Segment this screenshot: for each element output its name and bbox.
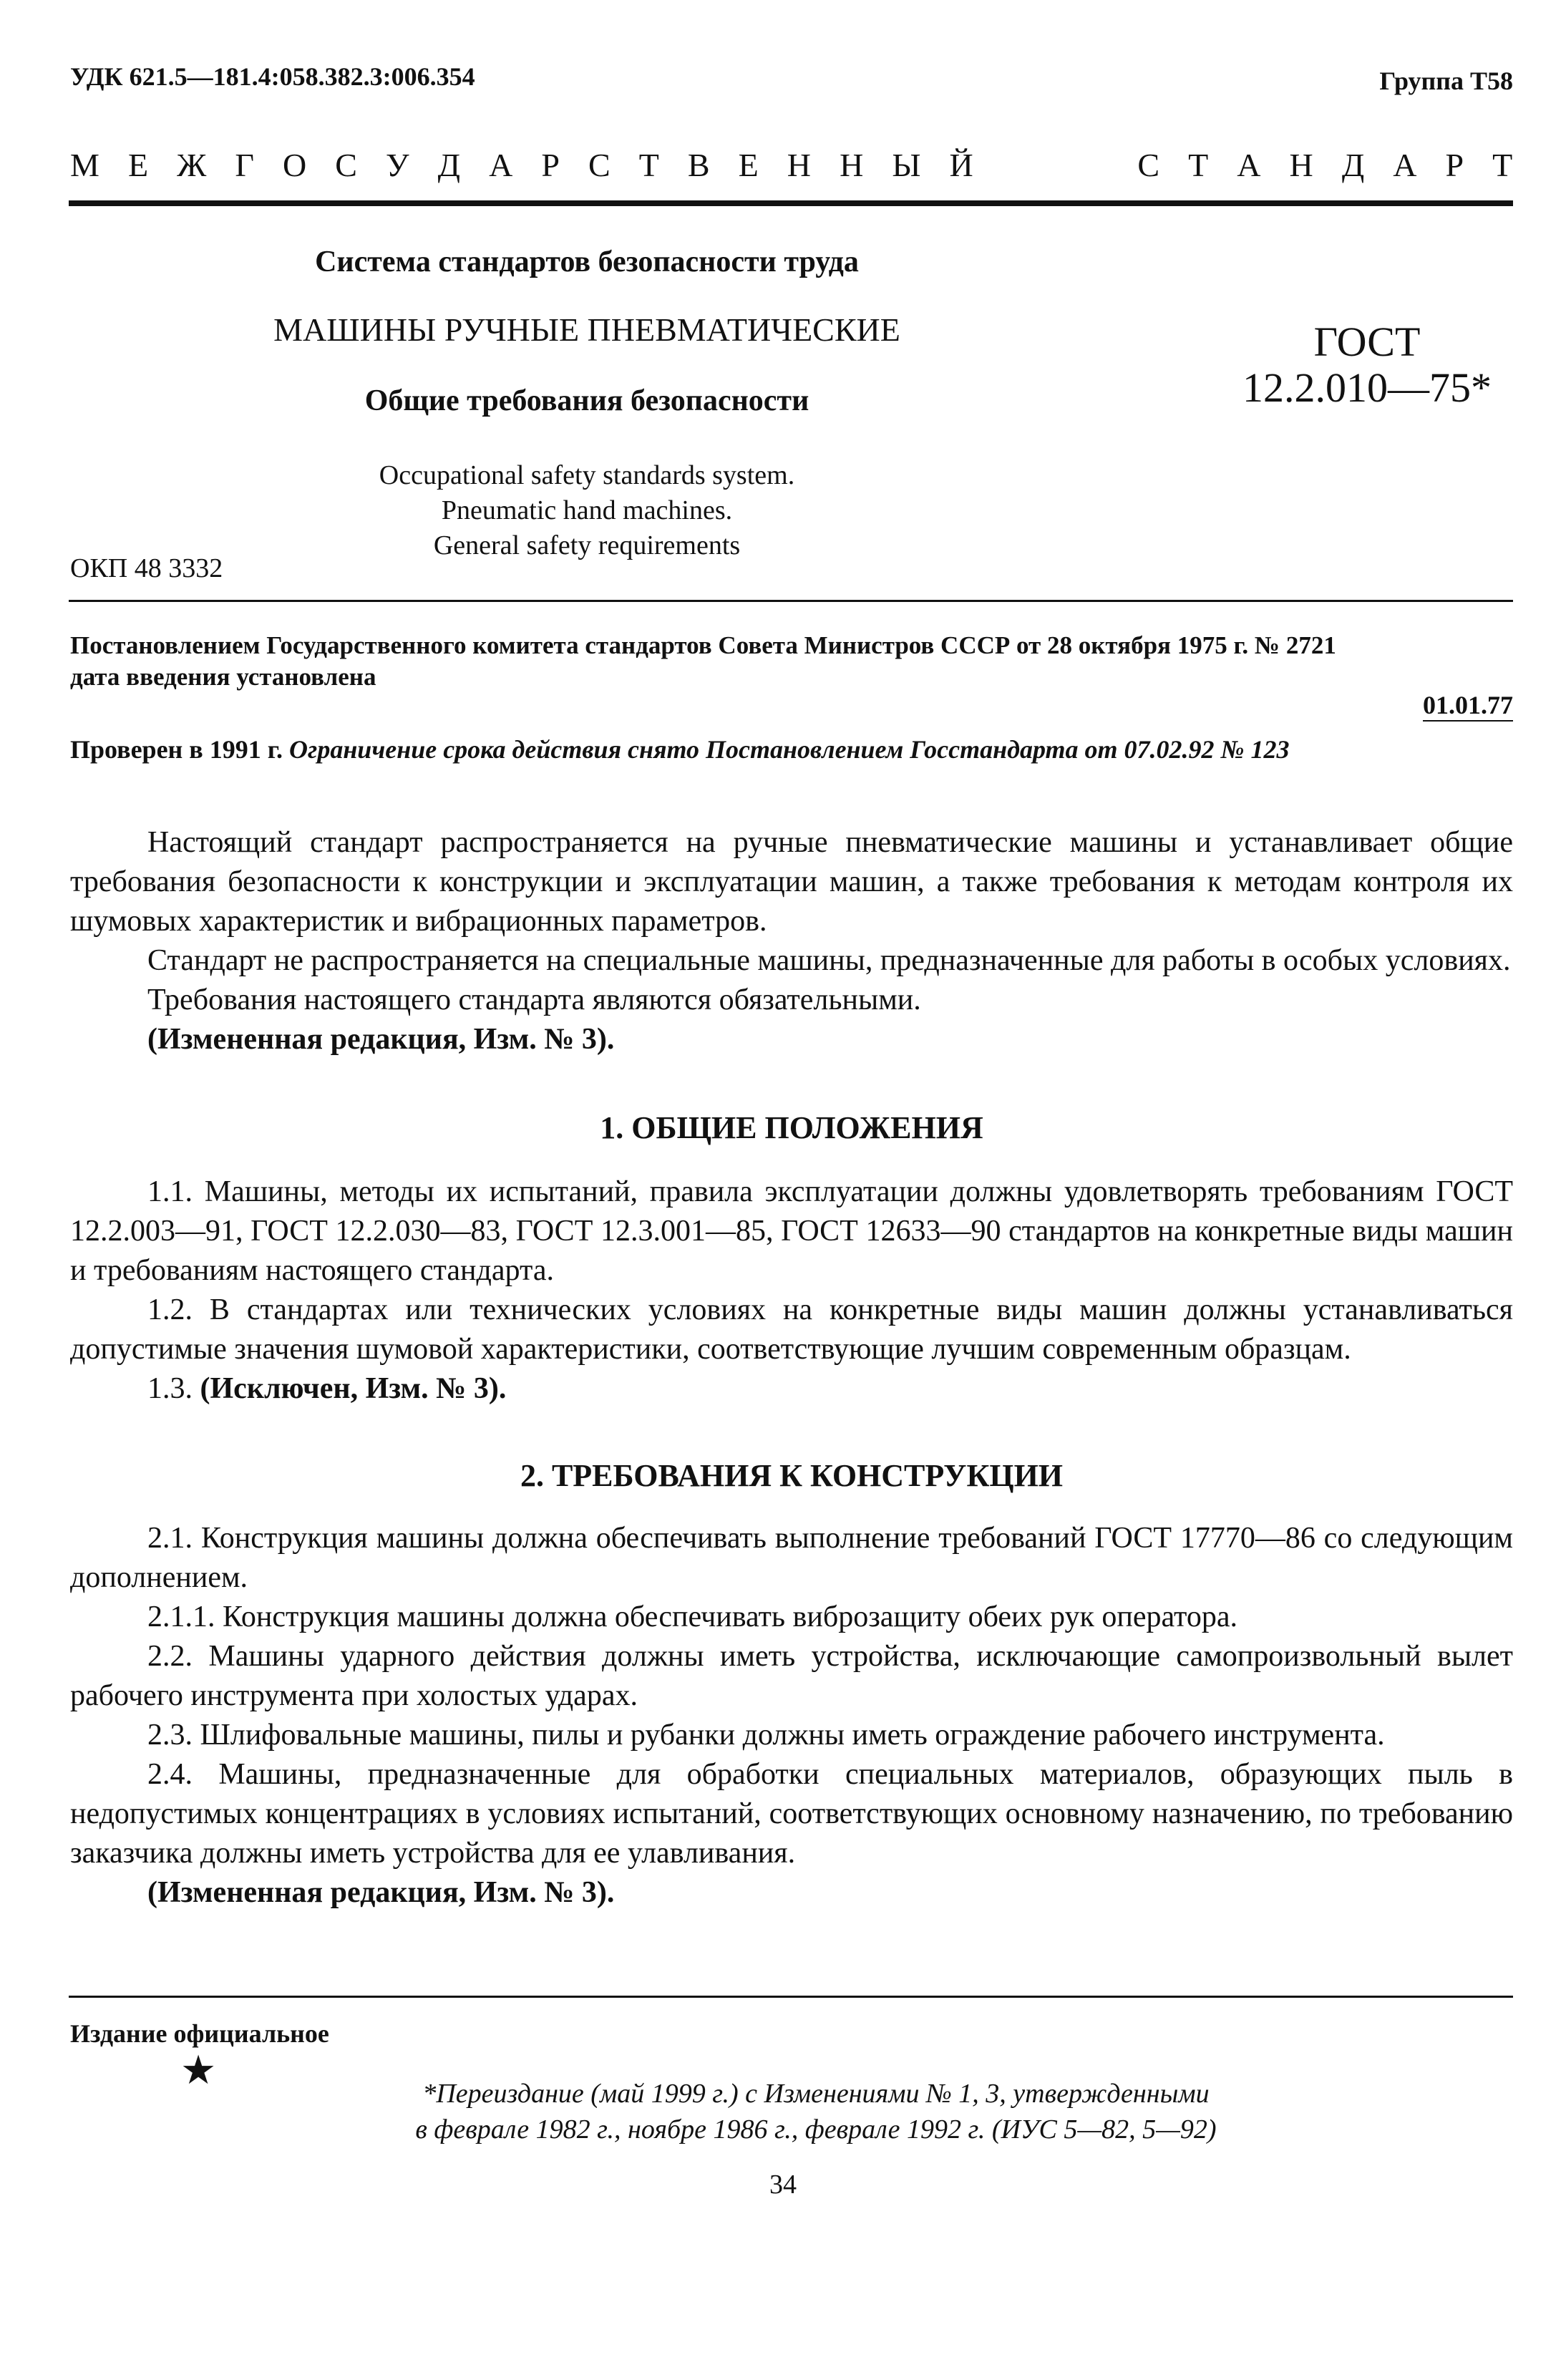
gost-number — [1217, 319, 1517, 411]
document-subtitle: Общие требования безопасности — [364, 384, 809, 417]
banner-letter: М — [70, 147, 100, 183]
gost-label: ГОСТ — [1313, 319, 1421, 365]
english-title-line: Occupational safety standards system. — [379, 460, 795, 490]
banner-letter: Ы — [892, 147, 921, 183]
paragraph: 2.4. Машины, предназначенные для обработки специальных материалов, образующих пыль в недопустимых концентрациях в условиях испытаний, соответствующих основному назначению, по требованию заказчика должны иметь устройства для ее улавливания. — [70, 1758, 1513, 1870]
english-title-line: General safety requirements — [433, 530, 741, 560]
paragraph: 1.1. Машины, методы их испытаний, правила эксплуатации должны удовлетворять требованиям ГОСТ 12.2.003—91, ГОСТ 12.2.030—83, ГОСТ 12.3.001—85, ГОСТ 12633—90 стандартов на конкретные виды машин и требованиям настоящего стандарта. — [70, 1175, 1513, 1287]
excluded-note: (Исключен, Изм. № 3). — [200, 1372, 507, 1405]
paragraph-number: 1.3. — [147, 1372, 193, 1405]
banner-letter: Т — [638, 147, 660, 183]
banner-letter: В — [687, 147, 711, 183]
banner-letter: Т — [1492, 147, 1513, 183]
paragraph: 1.2. В стандартах или технических условиях на конкретные виды машин должны устанавливаться допустимые значения шумовой характеристики, соответствующие лучшим современным образцам. — [70, 1293, 1513, 1366]
checked-note: Ограничение срока действия снято Постановлением Госстандарта от 07.02.92 № 123 — [289, 735, 1290, 764]
banner-letter: А — [489, 147, 513, 183]
system-title: Система стандартов безопасности труда — [315, 246, 859, 278]
banner-letter: С — [1137, 147, 1160, 183]
section-1-heading: 1. ОБЩИЕ ПОЛОЖЕНИЯ — [600, 1110, 983, 1145]
banner-letter: Н — [787, 147, 812, 183]
banner-letter: Д — [1341, 147, 1365, 183]
english-title-line: Pneumatic hand machines. — [441, 495, 733, 525]
paragraph — [70, 1369, 1513, 1409]
banner-letter: А — [1393, 147, 1417, 183]
banner-letter: Т — [1188, 147, 1209, 183]
banner-letter: С — [588, 147, 611, 183]
paragraph: Требования настоящего стандарта являются обязательными. — [147, 983, 921, 1016]
okp-code: ОКП 48 3332 — [70, 553, 223, 583]
banner-letter: Е — [738, 147, 759, 183]
document-title: МАШИНЫ РУЧНЫЕ ПНЕВМАТИЧЕСКИЕ — [273, 311, 900, 348]
banner-letter: Г — [235, 147, 255, 183]
interstate-standard-banner — [70, 146, 1513, 184]
paragraph: Настоящий стандарт распространяется на ручные пневматические машины и устанавливает общие требования безопасности к конструкции и эксплуатации машин, а также требования к методам контроля их шумовых характеристик и вибрационных параметров. — [70, 826, 1513, 938]
introduction-date: 01.01.77 — [1423, 690, 1513, 722]
banner-letter: О — [283, 147, 307, 183]
banner-letter: С — [335, 147, 358, 183]
banner-letter: Н — [1289, 147, 1314, 183]
amendment-note: (Измененная редакция, Изм. № 3). — [147, 1023, 615, 1056]
page-number: 34 — [769, 2170, 797, 2200]
banner-letter: Н — [840, 147, 864, 183]
paragraph: 2.2. Машины ударного действия должны иметь устройства, исключающие самопроизвольный вылет рабочего инструмента при холостых ударах. — [70, 1640, 1513, 1712]
banner-letter: Й — [949, 147, 974, 183]
checked-prefix: Проверен в 1991 г. — [70, 735, 283, 764]
intro-text — [70, 823, 1513, 1059]
reprint-note — [351, 2076, 1281, 2147]
decree-date-label: дата введения установлена — [70, 663, 376, 691]
banner-letter: Д — [437, 147, 461, 183]
reprint-line: *Переиздание (май 1999 г.) с Изменениями № 1, 3, утвержденными — [422, 2079, 1210, 2109]
decree-block — [70, 630, 1514, 693]
section-2-heading: 2. ТРЕБОВАНИЯ К КОНСТРУКЦИИ — [520, 1458, 1064, 1493]
banner-gap — [1002, 146, 1109, 184]
star-icon: ★ — [180, 2049, 217, 2093]
banner-letter: Р — [541, 147, 560, 183]
banner-letter: А — [1237, 147, 1261, 183]
banner-letter: У — [386, 147, 410, 183]
reprint-line: в феврале 1982 г., ноябре 1986 г., феврале 1992 г. (ИУС 5—82, 5—92) — [415, 2114, 1217, 2145]
section-2-text — [70, 1519, 1513, 1913]
english-title — [165, 458, 1009, 563]
official-edition-label: Издание официальное — [70, 2019, 329, 2048]
paragraph: 2.1. Конструкция машины должна обеспечивать выполнение требований ГОСТ 17770—86 со следующим дополнением. — [70, 1522, 1513, 1594]
footer-rule — [69, 1996, 1513, 1998]
paragraph: 2.3. Шлифовальные машины, пилы и рубанки должны иметь ограждение рабочего инструмента. — [147, 1719, 1385, 1752]
banner-letter: Е — [127, 147, 149, 183]
udk-code: УДК 621.5—181.4:058.382.3:006.354 — [70, 62, 475, 91]
gost-code: 12.2.010—75* — [1242, 364, 1492, 411]
paragraph: 2.1.1. Конструкция машины должна обеспечивать виброзащиту обеих рук оператора. — [147, 1601, 1237, 1633]
decree-line: Постановлением Государственного комитета стандартов Совета Министров СССР от 28 октября 1975 г. № 2721 — [70, 631, 1336, 659]
group-code: Группа Т58 — [1379, 67, 1513, 95]
banner-letter: Р — [1445, 147, 1464, 183]
title-rule — [69, 600, 1513, 602]
checked-line — [70, 734, 1514, 764]
banner-letter: Ж — [177, 147, 207, 183]
paragraph: Стандарт не распространяется на специальные машины, предназначенные для работы в особых условиях. — [147, 944, 1511, 977]
section-1-text — [70, 1172, 1513, 1409]
amendment-note: (Измененная редакция, Изм. № 3). — [147, 1876, 615, 1909]
header-thick-rule — [69, 200, 1513, 206]
